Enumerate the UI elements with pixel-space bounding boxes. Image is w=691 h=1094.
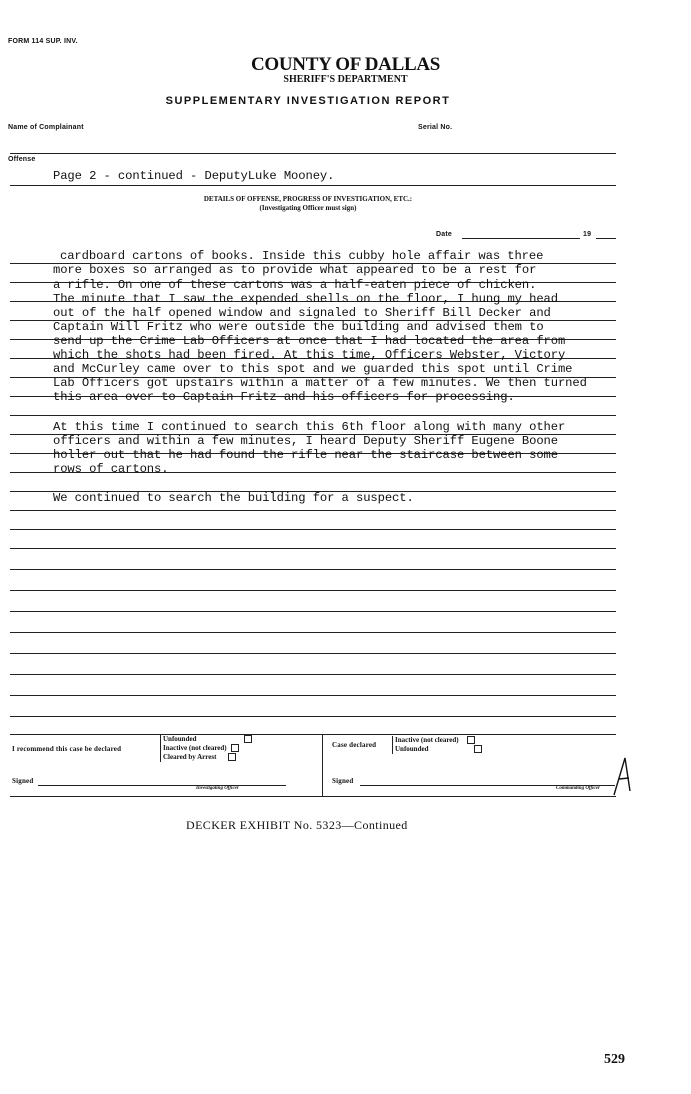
exhibit-caption: DECKER EXHIBIT No. 5323—Continued: [186, 818, 408, 832]
signed2-label: Signed: [332, 777, 354, 785]
case-options: [392, 736, 482, 754]
ruled-line: [10, 632, 616, 633]
date-label: Date: [436, 231, 452, 238]
body-line: and McCurley came over to this spot and we guarded this spot until Crime: [53, 362, 573, 376]
body-line: rows of cartons.: [53, 462, 169, 476]
footer-top-rule: [10, 734, 616, 735]
offense-label: Offense: [8, 156, 36, 163]
county-title: COUNTY OF DALLAS: [250, 54, 441, 75]
year-rule: [596, 238, 616, 239]
ruled-line: [10, 415, 616, 416]
case-declared-label: Case declared: [332, 741, 377, 749]
unfounded2-label: Unfounded: [395, 745, 429, 753]
year-label: 19: [583, 231, 592, 238]
inactive-label: Inactive (not cleared): [163, 744, 227, 752]
body-line: The minute that I saw the expended shells on the floor, I hung my head: [53, 292, 558, 306]
ruled-line: [10, 529, 616, 530]
complainant-label: Name of Complainant: [8, 124, 84, 131]
offense-rule: [10, 185, 616, 186]
unfounded2-checkbox[interactable]: [474, 745, 482, 753]
ruled-line: [10, 674, 616, 675]
body-line: Lab Officers got upstairs within a matter of a few minutes. We then turned: [53, 376, 587, 390]
body-line: send up the Crime Lab Officers at once that I had located the area from: [53, 334, 566, 348]
date-rule: [462, 238, 580, 239]
signed-rule: [38, 785, 286, 786]
body-line: Captain Will Fritz who were outside the building and advised them to: [53, 320, 544, 334]
page-number: 529: [604, 1052, 625, 1067]
inactive-checkbox[interactable]: [231, 744, 239, 752]
serial-label: Serial No.: [418, 124, 453, 131]
ruled-line: [10, 569, 616, 570]
body-line: this area over to Captain Fritz and his officers for processing.: [53, 390, 515, 404]
ruled-line: [10, 653, 616, 654]
footer-bottom-rule: [10, 796, 616, 797]
ruled-line: [10, 716, 616, 717]
body-line: cardboard cartons of books. Inside this cubby hole affair was three: [60, 249, 544, 263]
body-line: out of the half opened window and signaled to Sheriff Bill Decker and: [53, 306, 551, 320]
recommend-label: I recommend this case be declared: [12, 745, 122, 753]
recommend-options: [160, 735, 252, 762]
ruled-line: [10, 695, 616, 696]
form-code: FORM 114 SUP. INV.: [8, 38, 78, 45]
handwritten-mark: [610, 755, 634, 801]
commanding-officer-label: Commanding Officer: [556, 786, 600, 791]
body-line: officers and within a few minutes, I heard Deputy Sheriff Eugene Boone: [53, 434, 558, 448]
complainant-rule: [10, 153, 616, 154]
body-line: We continued to search the building for a suspect.: [53, 491, 414, 505]
unfounded-checkbox[interactable]: [244, 735, 252, 743]
department-title: SHERIFF'S DEPARTMENT: [283, 74, 408, 85]
offense-value: Page 2 - continued - DeputyLuke Mooney.: [53, 169, 335, 183]
details-note: (Investigating Officer must sign): [259, 204, 357, 212]
ruled-line: [10, 548, 616, 549]
cleared-checkbox[interactable]: [228, 753, 236, 761]
report-title: SUPPLEMENTARY INVESTIGATION REPORT: [165, 95, 451, 107]
signed-label: Signed: [12, 777, 34, 785]
body-line: a rifle. On one of these cartons was a half-eaten piece of chicken.: [53, 278, 537, 292]
ruled-line: [10, 590, 616, 591]
investigating-officer-label: Investigating Officer: [196, 786, 239, 791]
ruled-line: [10, 510, 616, 511]
inactive2-checkbox[interactable]: [467, 736, 475, 744]
details-heading: DETAILS OF OFFENSE, PROGRESS OF INVESTIGATION, ETC.:: [203, 195, 413, 203]
body-line: which the shots had been fired. At this time, Officers Webster, Victory: [53, 348, 566, 362]
inactive2-label: Inactive (not cleared): [395, 736, 459, 744]
ruled-line: [10, 611, 616, 612]
cleared-label: Cleared by Arrest: [163, 753, 217, 761]
body-line: At this time I continued to search this 6th floor along with many other: [53, 420, 566, 434]
unfounded-label: Unfounded: [163, 735, 197, 743]
body-line: more boxes so arranged as to provide what appeared to be a rest for: [53, 263, 537, 277]
body-line: holler out that he had found the rifle near the staircase between some: [53, 448, 558, 462]
footer-divider: [322, 734, 323, 796]
